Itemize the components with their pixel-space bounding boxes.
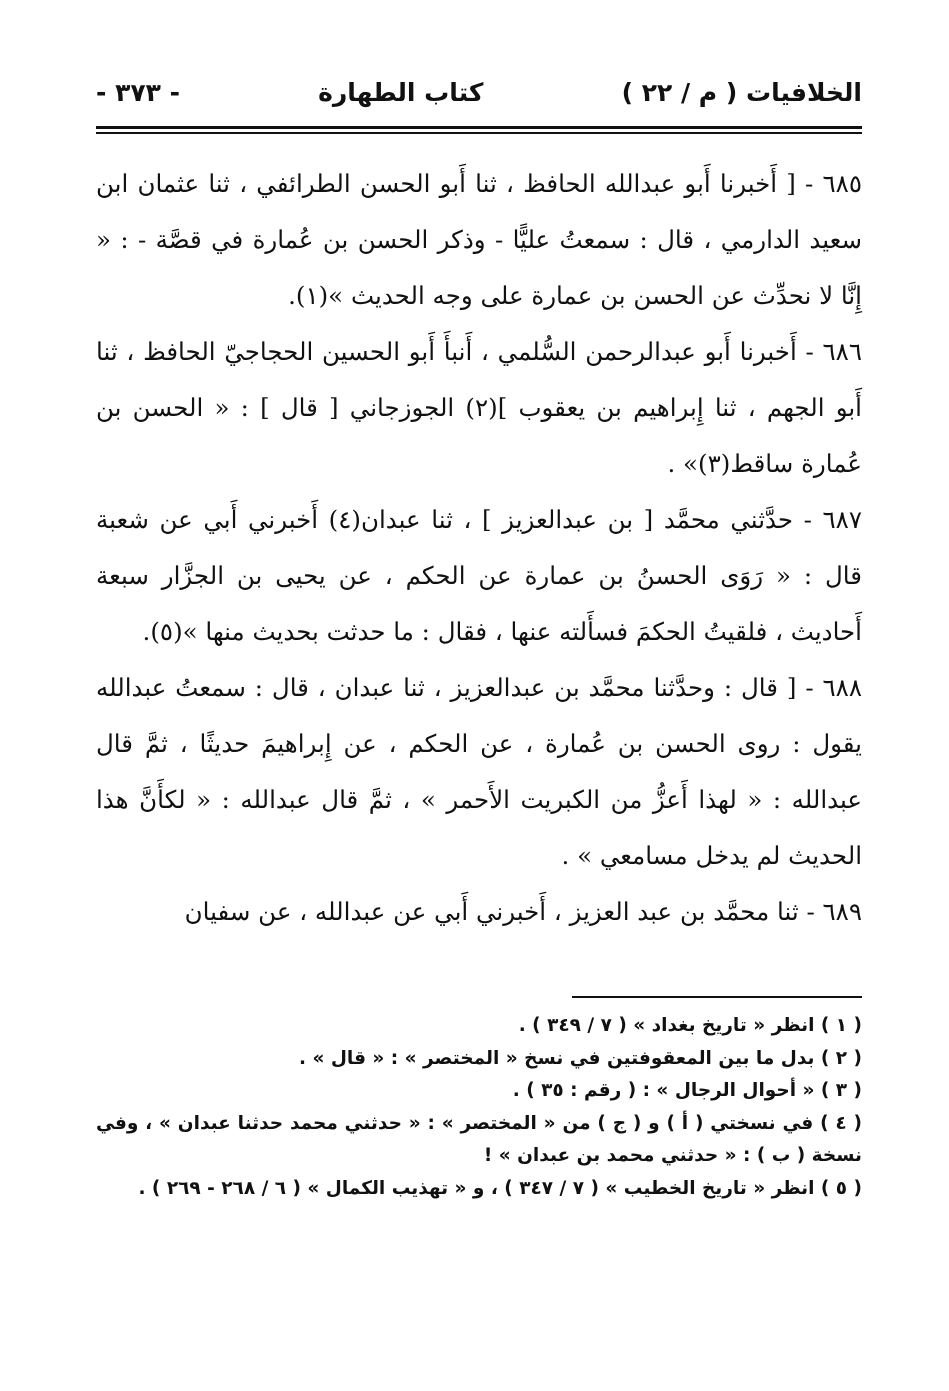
footnotes	[96, 1010, 862, 1205]
footnote-2: ( ٢ ) بدل ما بين المعقوفتين في نسخ « المختصر » : « قال » .	[298, 1047, 862, 1069]
chapter-title: كتاب الطهارة	[318, 78, 484, 107]
footnote-1: ( ١ ) انظر « تاريخ بغداد » ( ٧ / ٣٤٩ ) .	[518, 1015, 862, 1036]
footnote-5: ( ٥ ) انظر « تاريخ الخطيب » ( ٧ / ٣٤٧ ) ، و « تهذيب الكمال » ( ٦ / ٢٦٨ - ٢٦٩ ) .	[138, 1177, 862, 1199]
paragraph-686: ٦٨٦ - أَخبرنا أَبو عبدالرحمن السُّلمي ، أَنبأَ أَبو الحسين الحجاجيّ الحافظ ، ثنا أَبو الجهم ، ثنا إِبراهيم بن يعقوب ](٢) الجوزجاني [ قال ] : « الحسن بن عُمارة ساقط(٣)» .	[96, 336, 862, 478]
paragraph-688: ٦٨٨ - [ قال : وحدَّثنا محمَّد بن عبدالعزيز ، ثنا عبدان ، قال : سمعتُ عبدالله يقول : روى الحسن بن عُمارة ، عن الحكم ، عن إِبراهيمَ حديثًا ، ثمَّ قال عبدالله : « لهذا أَعزُّ من الكبريت الأَحمر » ، ثمَّ قال عبدالله : « لكأَنَّ هذا الحديث لم يدخل مسامعي » .	[96, 672, 862, 870]
footnote-4: ( ٤ ) في نسختي ( أ ) و ( ج ) من « المختصر » : « حدثني محمد حدثنا عبدان » ، وفي نسخة ( ب ) : « حدثني محمد بن عبدان » !	[96, 1112, 862, 1166]
running-title: الخلافيات ( م / ٢٢ )	[621, 78, 862, 107]
main-text	[96, 156, 862, 940]
page-header	[96, 70, 862, 116]
paragraph-685: ٦٨٥ - [ أَخبرنا أَبو عبدالله الحافظ ، ثنا أَبو الحسن الطرائفي ، ثنا عثمان ابن سعيد الدارمي ، قال : سمعتُ عليًّا - وذكر الحسن بن عُمارة في قصَّة - : « إِنَّا لا نحدِّث عن الحسن بن عمارة على وجه الحديث »(١).	[96, 168, 862, 310]
page	[96, 70, 862, 1205]
header-rule-thin	[96, 132, 862, 134]
footnote-separator	[572, 996, 862, 999]
header-rule-thick	[96, 126, 862, 129]
paragraph-687: ٦٨٧ - حدَّثني محمَّد [ بن عبدالعزيز ] ، ثنا عبدان(٤) أَخبرني أَبي عن شعبة قال : « رَوَى الحسنُ بن عمارة عن الحكم ، عن يحيى بن الجزَّار سبعة أَحاديث ، فلقيتُ الحكمَ فسأَلته عنها ، فقال : ما حدثت بحديث منها »(٥).	[96, 504, 862, 646]
footnote-3: ( ٣ ) « أحوال الرجال » : ( رقم : ٣٥ ) .	[512, 1080, 862, 1101]
paragraph-689: ٦٨٩ - ثنا محمَّد بن عبد العزيز ، أَخبرني أَبي عن عبدالله ، عن سفيان	[184, 896, 862, 926]
page-number: - ٣٧٣ -	[96, 78, 180, 107]
